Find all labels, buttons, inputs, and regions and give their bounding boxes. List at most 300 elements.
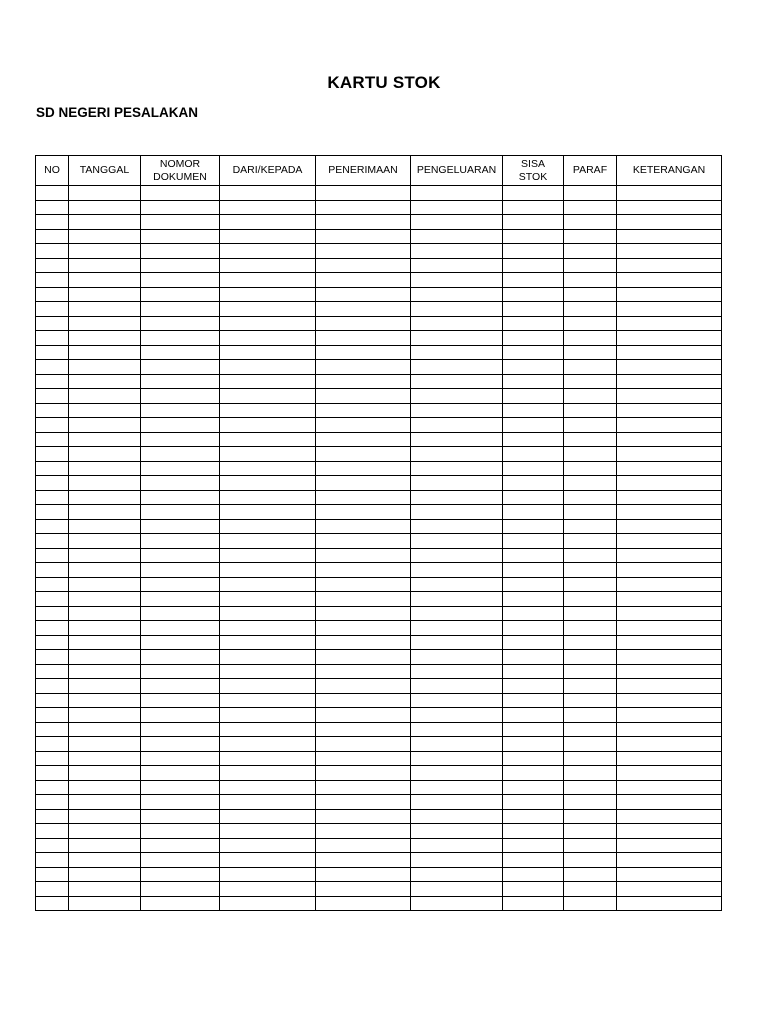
table-cell-no [36,795,69,810]
table-cell-no [36,824,69,839]
table-cell-sisa-stok [503,345,564,360]
table-cell-pengeluaran [411,505,503,520]
table-cell-dari-kepada [220,447,316,462]
table-cell-no [36,650,69,665]
table-cell-penerimaan [316,824,411,839]
column-header-dari-kepada: DARI/KEPADA [220,156,316,186]
table-cell-dari-kepada [220,679,316,694]
table-cell-nomor-dokumen [141,809,220,824]
table-cell-no [36,229,69,244]
table-row [36,882,722,897]
table-cell-tanggal [69,374,141,389]
table-cell-paraf [564,693,617,708]
table-cell-paraf [564,548,617,563]
table-cell-paraf [564,896,617,911]
table-cell-penerimaan [316,693,411,708]
table-cell-nomor-dokumen [141,447,220,462]
table-cell-dari-kepada [220,258,316,273]
table-row [36,780,722,795]
table-cell-sisa-stok [503,432,564,447]
table-cell-sisa-stok [503,258,564,273]
table-row [36,490,722,505]
table-cell-dari-kepada [220,650,316,665]
table-cell-keterangan [617,345,722,360]
table-cell-pengeluaran [411,447,503,462]
table-cell-paraf [564,577,617,592]
table-cell-dari-kepada [220,244,316,259]
table-cell-dari-kepada [220,592,316,607]
table-cell-paraf [564,853,617,868]
table-cell-no [36,418,69,433]
table-cell-nomor-dokumen [141,795,220,810]
table-row [36,650,722,665]
table-cell-nomor-dokumen [141,650,220,665]
table-cell-tanggal [69,345,141,360]
table-cell-no [36,534,69,549]
table-cell-nomor-dokumen [141,418,220,433]
table-cell-pengeluaran [411,693,503,708]
table-cell-tanggal [69,287,141,302]
table-cell-paraf [564,780,617,795]
table-cell-pengeluaran [411,287,503,302]
table-row [36,273,722,288]
table-cell-keterangan [617,780,722,795]
table-cell-keterangan [617,664,722,679]
table-cell-penerimaan [316,490,411,505]
table-cell-keterangan [617,403,722,418]
table-cell-tanggal [69,519,141,534]
table-cell-tanggal [69,577,141,592]
table-cell-penerimaan [316,534,411,549]
table-cell-paraf [564,722,617,737]
table-cell-no [36,200,69,215]
table-cell-dari-kepada [220,780,316,795]
table-cell-dari-kepada [220,403,316,418]
table-row [36,418,722,433]
table-cell-sisa-stok [503,650,564,665]
table-cell-pengeluaran [411,403,503,418]
table-cell-nomor-dokumen [141,505,220,520]
table-cell-sisa-stok [503,200,564,215]
column-header-sisa-stok: SISA STOK [503,156,564,186]
table-cell-nomor-dokumen [141,780,220,795]
table-cell-nomor-dokumen [141,577,220,592]
table-cell-paraf [564,679,617,694]
table-cell-dari-kepada [220,867,316,882]
table-cell-paraf [564,621,617,636]
table-row [36,345,722,360]
table-cell-keterangan [617,592,722,607]
table-cell-tanggal [69,693,141,708]
table-cell-sisa-stok [503,273,564,288]
table-cell-no [36,780,69,795]
table-cell-keterangan [617,824,722,839]
table-cell-sisa-stok [503,287,564,302]
table-cell-nomor-dokumen [141,374,220,389]
table-cell-keterangan [617,534,722,549]
table-cell-pengeluaran [411,316,503,331]
table-cell-no [36,345,69,360]
table-cell-pengeluaran [411,577,503,592]
table-cell-paraf [564,476,617,491]
table-cell-dari-kepada [220,200,316,215]
table-cell-tanggal [69,461,141,476]
table-cell-nomor-dokumen [141,882,220,897]
table-cell-paraf [564,751,617,766]
table-cell-paraf [564,432,617,447]
table-cell-tanggal [69,403,141,418]
table-cell-keterangan [617,186,722,201]
table-cell-paraf [564,519,617,534]
table-cell-keterangan [617,635,722,650]
table-cell-sisa-stok [503,490,564,505]
column-header-no: NO [36,156,69,186]
table-cell-paraf [564,229,617,244]
table-cell-dari-kepada [220,737,316,752]
table-cell-penerimaan [316,853,411,868]
table-cell-no [36,258,69,273]
table-cell-nomor-dokumen [141,316,220,331]
table-cell-penerimaan [316,867,411,882]
table-cell-dari-kepada [220,693,316,708]
table-row [36,896,722,911]
table-cell-penerimaan [316,360,411,375]
table-cell-nomor-dokumen [141,853,220,868]
table-cell-dari-kepada [220,635,316,650]
table-cell-penerimaan [316,244,411,259]
table-cell-sisa-stok [503,461,564,476]
table-cell-sisa-stok [503,780,564,795]
table-row [36,853,722,868]
table-cell-nomor-dokumen [141,200,220,215]
table-row [36,403,722,418]
table-cell-penerimaan [316,302,411,317]
table-cell-dari-kepada [220,360,316,375]
table-cell-dari-kepada [220,606,316,621]
table-cell-sisa-stok [503,418,564,433]
table-cell-paraf [564,215,617,230]
table-cell-tanggal [69,853,141,868]
table-body [36,186,722,911]
table-cell-paraf [564,766,617,781]
table-cell-keterangan [617,258,722,273]
table-cell-pengeluaran [411,519,503,534]
table-cell-tanggal [69,360,141,375]
document-title: KARTU STOK [327,73,441,92]
table-row [36,258,722,273]
table-row [36,795,722,810]
table-cell-paraf [564,316,617,331]
table-row [36,461,722,476]
table-cell-penerimaan [316,447,411,462]
table-cell-nomor-dokumen [141,838,220,853]
table-cell-no [36,809,69,824]
table-cell-keterangan [617,679,722,694]
table-cell-pengeluaran [411,331,503,346]
table-cell-penerimaan [316,548,411,563]
table-cell-nomor-dokumen [141,824,220,839]
table-cell-no [36,447,69,462]
table-cell-tanggal [69,302,141,317]
table-cell-nomor-dokumen [141,534,220,549]
table-cell-dari-kepada [220,809,316,824]
table-cell-penerimaan [316,403,411,418]
table-cell-sisa-stok [503,331,564,346]
table-cell-nomor-dokumen [141,722,220,737]
table-cell-nomor-dokumen [141,345,220,360]
table-cell-keterangan [617,853,722,868]
table-cell-dari-kepada [220,766,316,781]
table-cell-no [36,766,69,781]
table-cell-tanggal [69,896,141,911]
table-cell-nomor-dokumen [141,490,220,505]
table-cell-no [36,853,69,868]
table-cell-tanggal [69,809,141,824]
table-cell-no [36,896,69,911]
table-row [36,229,722,244]
table-row [36,360,722,375]
table-cell-no [36,737,69,752]
table-cell-paraf [564,418,617,433]
table-cell-no [36,592,69,607]
table-cell-pengeluaran [411,896,503,911]
table-cell-tanggal [69,606,141,621]
table-cell-no [36,838,69,853]
table-cell-dari-kepada [220,461,316,476]
table-cell-pengeluaran [411,650,503,665]
table-cell-sisa-stok [503,896,564,911]
table-cell-no [36,867,69,882]
table-cell-dari-kepada [220,824,316,839]
table-cell-tanggal [69,505,141,520]
table-cell-sisa-stok [503,737,564,752]
table-cell-nomor-dokumen [141,258,220,273]
table-cell-nomor-dokumen [141,186,220,201]
table-cell-sisa-stok [503,577,564,592]
table-cell-nomor-dokumen [141,360,220,375]
table-cell-tanggal [69,418,141,433]
table-cell-sisa-stok [503,548,564,563]
table-row [36,505,722,520]
table-cell-tanggal [69,476,141,491]
table-cell-no [36,331,69,346]
table-cell-pengeluaran [411,258,503,273]
table-cell-paraf [564,244,617,259]
table-row [36,287,722,302]
table-cell-tanggal [69,635,141,650]
table-cell-tanggal [69,200,141,215]
table-cell-nomor-dokumen [141,215,220,230]
table-cell-dari-kepada [220,838,316,853]
table-cell-dari-kepada [220,577,316,592]
table-cell-no [36,693,69,708]
column-header-nomor-dokumen: NOMOR DOKUMEN [141,156,220,186]
table-cell-keterangan [617,737,722,752]
table-cell-sisa-stok [503,853,564,868]
table-cell-tanggal [69,766,141,781]
table-cell-nomor-dokumen [141,476,220,491]
table-row [36,766,722,781]
table-cell-keterangan [617,476,722,491]
table-cell-keterangan [617,360,722,375]
table-cell-sisa-stok [503,824,564,839]
table-cell-tanggal [69,331,141,346]
table-cell-paraf [564,882,617,897]
table-cell-tanggal [69,664,141,679]
table-cell-penerimaan [316,722,411,737]
table-cell-dari-kepada [220,519,316,534]
stock-card-table [35,155,722,911]
table-cell-sisa-stok [503,534,564,549]
table-cell-penerimaan [316,215,411,230]
table-cell-pengeluaran [411,795,503,810]
table-cell-paraf [564,447,617,462]
table-cell-no [36,476,69,491]
table-cell-no [36,490,69,505]
table-cell-keterangan [617,548,722,563]
table-cell-pengeluaran [411,476,503,491]
table-cell-dari-kepada [220,563,316,578]
table-cell-pengeluaran [411,389,503,404]
table-cell-keterangan [617,490,722,505]
table-cell-no [36,519,69,534]
table-cell-penerimaan [316,809,411,824]
table-cell-sisa-stok [503,606,564,621]
table-cell-penerimaan [316,563,411,578]
table-cell-nomor-dokumen [141,229,220,244]
table-cell-pengeluaran [411,766,503,781]
table-row [36,331,722,346]
table-cell-paraf [564,708,617,723]
table-cell-tanggal [69,882,141,897]
table-row [36,867,722,882]
table-cell-no [36,621,69,636]
table-cell-pengeluaran [411,215,503,230]
table-cell-tanggal [69,795,141,810]
table-cell-pengeluaran [411,563,503,578]
table-cell-pengeluaran [411,838,503,853]
table-cell-keterangan [617,563,722,578]
table-cell-keterangan [617,838,722,853]
school-name: SD NEGERI PESALAKAN [36,105,199,120]
table-cell-tanggal [69,737,141,752]
table-cell-sisa-stok [503,215,564,230]
table-cell-tanggal [69,258,141,273]
table-cell-penerimaan [316,258,411,273]
table-cell-sisa-stok [503,389,564,404]
table-cell-pengeluaran [411,186,503,201]
table-cell-tanggal [69,621,141,636]
table-cell-penerimaan [316,896,411,911]
table-cell-penerimaan [316,287,411,302]
table-cell-keterangan [617,287,722,302]
table-cell-paraf [564,563,617,578]
table-cell-sisa-stok [503,519,564,534]
column-header-keterangan: KETERANGAN [617,156,722,186]
table-cell-penerimaan [316,461,411,476]
table-cell-paraf [564,200,617,215]
table-cell-keterangan [617,577,722,592]
table-cell-pengeluaran [411,737,503,752]
table-cell-sisa-stok [503,316,564,331]
table-cell-dari-kepada [220,302,316,317]
table-cell-penerimaan [316,345,411,360]
table-cell-no [36,635,69,650]
table-cell-nomor-dokumen [141,766,220,781]
table-cell-sisa-stok [503,447,564,462]
table-cell-keterangan [617,606,722,621]
table-cell-dari-kepada [220,229,316,244]
table-cell-dari-kepada [220,374,316,389]
table-cell-tanggal [69,490,141,505]
table-cell-paraf [564,374,617,389]
table-cell-dari-kepada [220,505,316,520]
table-row [36,621,722,636]
table-cell-paraf [564,606,617,621]
table-cell-tanggal [69,215,141,230]
table-row [36,708,722,723]
table-row [36,679,722,694]
table-cell-keterangan [617,389,722,404]
table-row [36,577,722,592]
table-cell-dari-kepada [220,722,316,737]
table-cell-sisa-stok [503,505,564,520]
table-cell-paraf [564,505,617,520]
table-cell-tanggal [69,650,141,665]
table-cell-nomor-dokumen [141,403,220,418]
table-cell-penerimaan [316,766,411,781]
table-cell-keterangan [617,722,722,737]
table-cell-sisa-stok [503,563,564,578]
table-cell-pengeluaran [411,534,503,549]
table-cell-penerimaan [316,374,411,389]
table-cell-pengeluaran [411,273,503,288]
table-cell-nomor-dokumen [141,244,220,259]
table-row [36,374,722,389]
table-cell-nomor-dokumen [141,331,220,346]
table-row [36,751,722,766]
table-row [36,447,722,462]
table-cell-nomor-dokumen [141,708,220,723]
table-cell-pengeluaran [411,780,503,795]
table-cell-penerimaan [316,331,411,346]
table-cell-keterangan [617,302,722,317]
table-cell-sisa-stok [503,708,564,723]
table-cell-sisa-stok [503,186,564,201]
table-cell-pengeluaran [411,432,503,447]
table-cell-no [36,664,69,679]
table-cell-dari-kepada [220,708,316,723]
table-cell-keterangan [617,621,722,636]
table-row [36,244,722,259]
table-cell-paraf [564,592,617,607]
table-cell-keterangan [617,215,722,230]
table-cell-dari-kepada [220,273,316,288]
table-cell-sisa-stok [503,302,564,317]
table-cell-keterangan [617,751,722,766]
table-cell-tanggal [69,186,141,201]
table-cell-pengeluaran [411,200,503,215]
table-cell-keterangan [617,374,722,389]
table-cell-paraf [564,867,617,882]
table-cell-paraf [564,186,617,201]
table-row [36,186,722,201]
table-cell-pengeluaran [411,635,503,650]
column-header-pengeluaran: PENGELUARAN [411,156,503,186]
table-cell-dari-kepada [220,287,316,302]
table-cell-tanggal [69,838,141,853]
table-cell-sisa-stok [503,795,564,810]
